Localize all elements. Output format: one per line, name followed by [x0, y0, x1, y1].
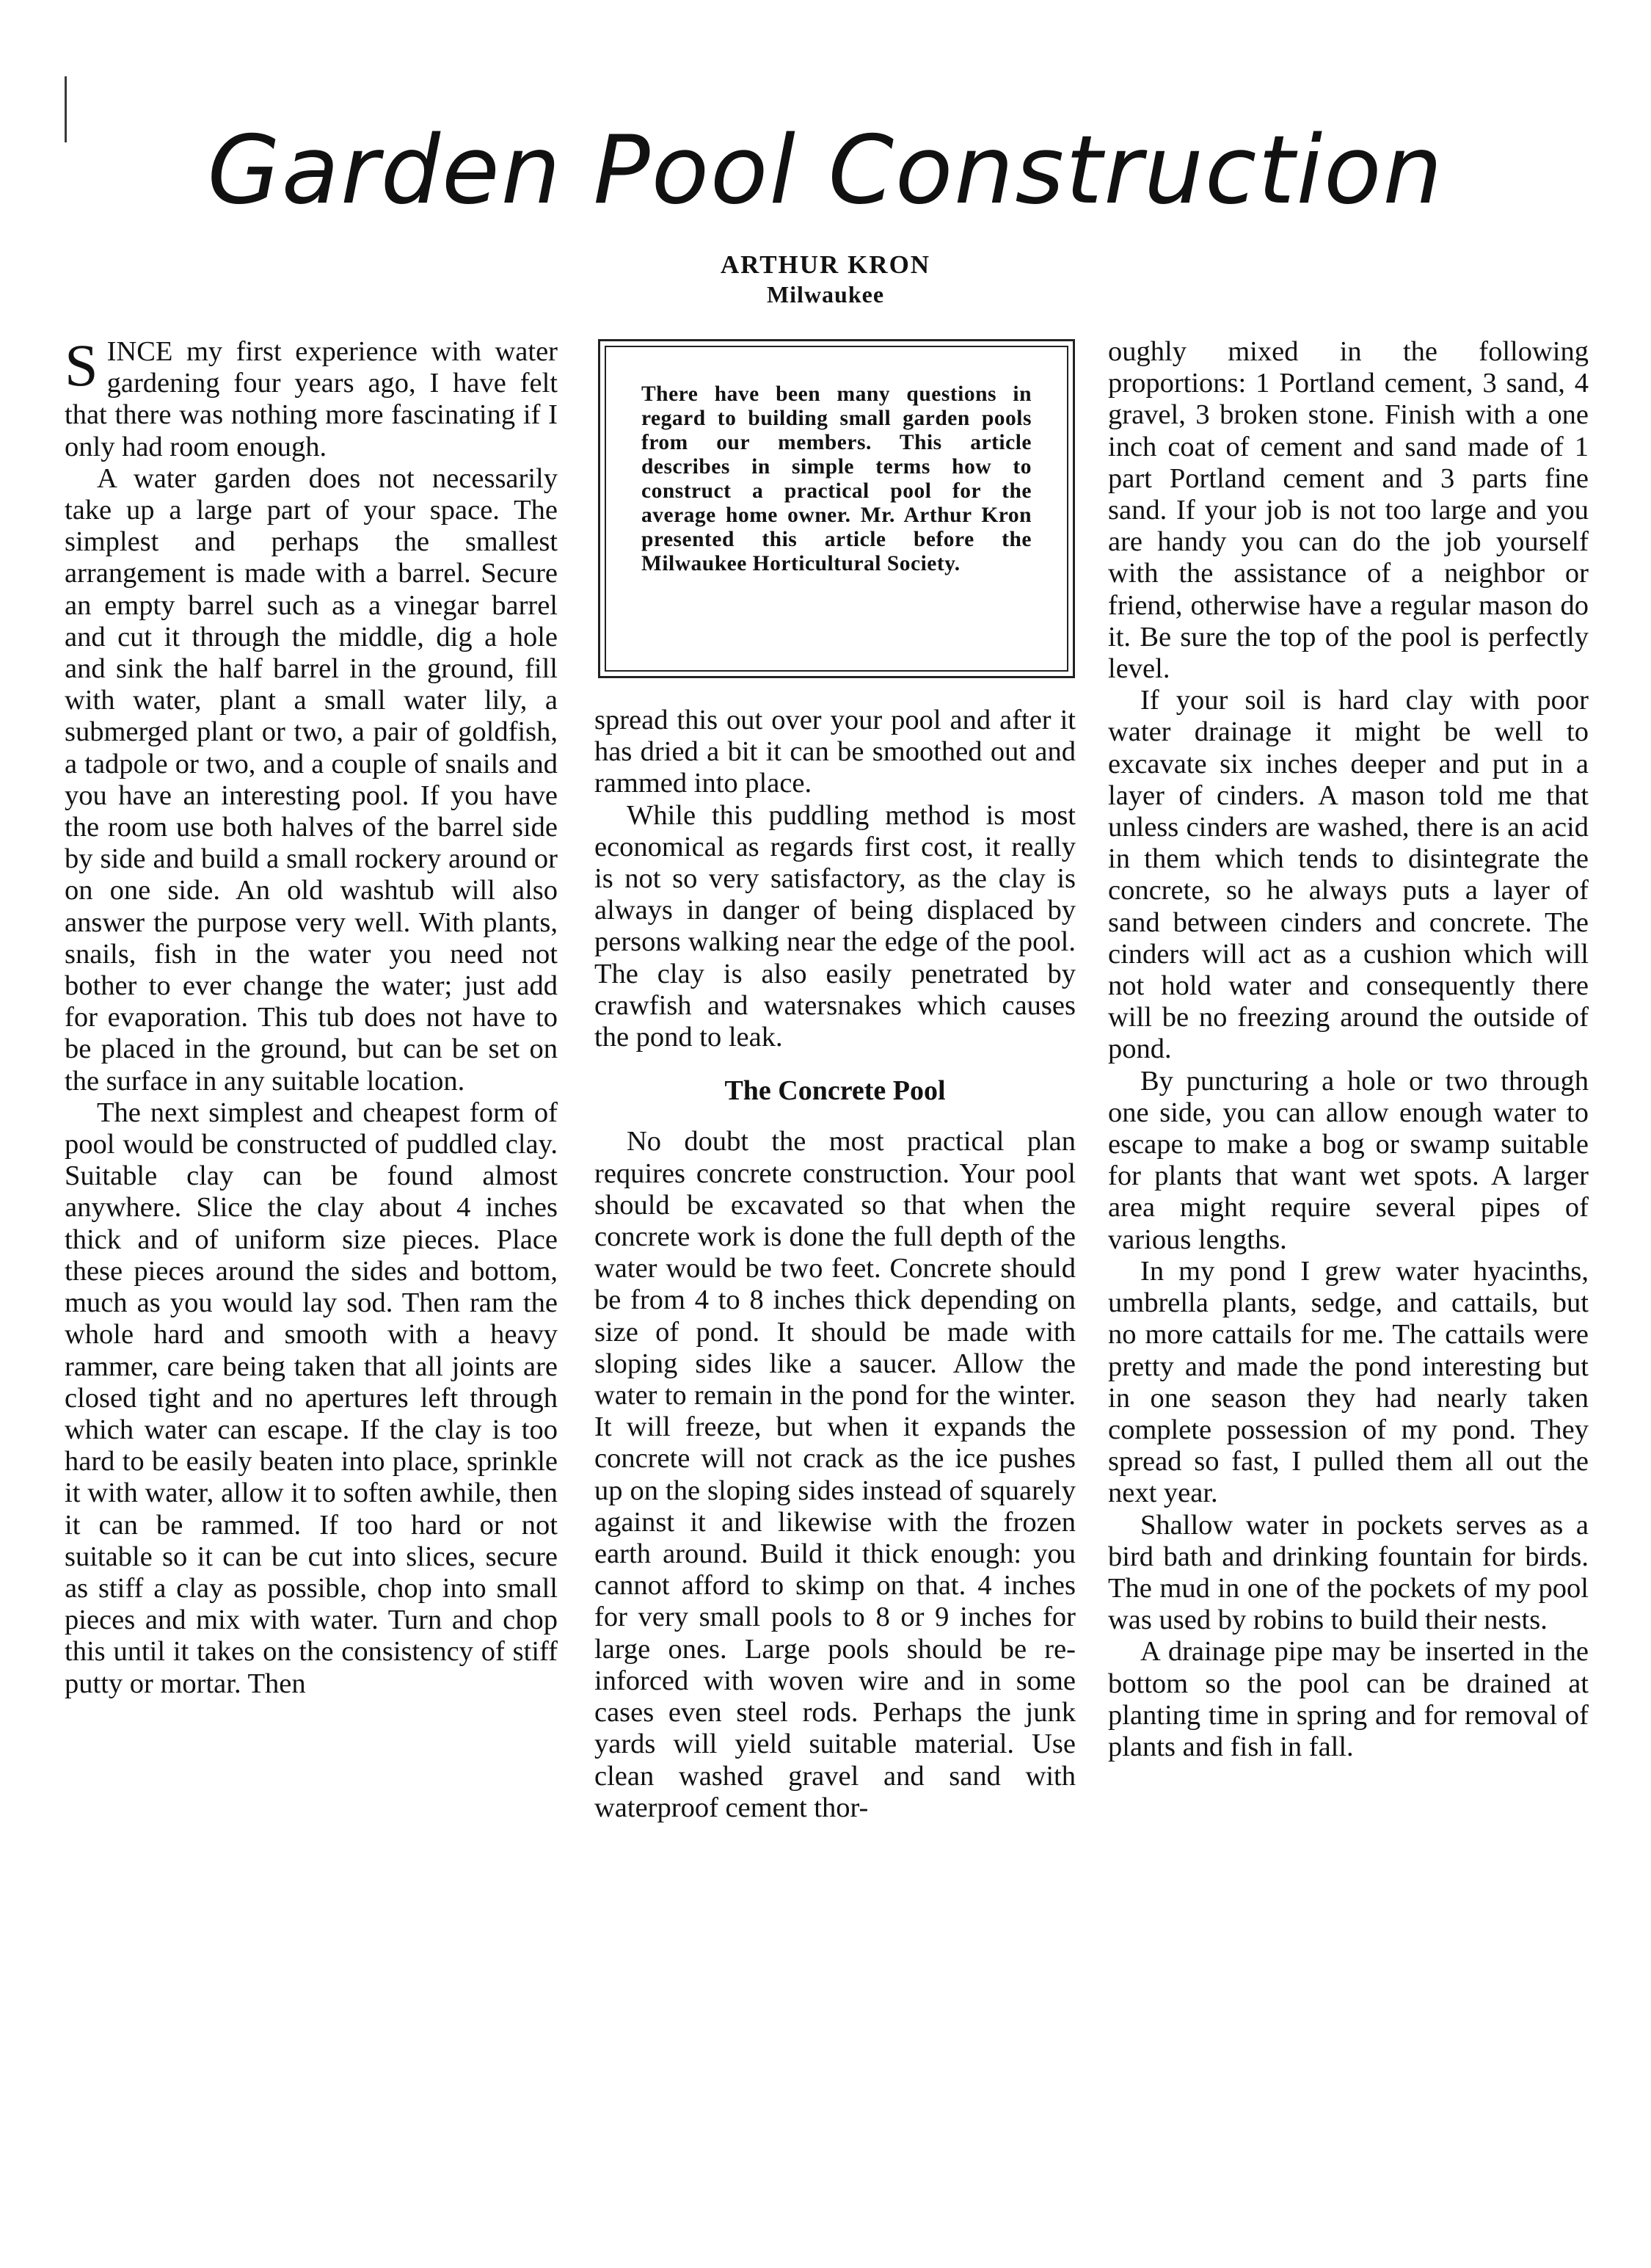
paragraph-1-text: INCE my first experience with water gardening four years ago, I have felt that there was nothing more fascinating if I only had room enough. — [65, 336, 558, 462]
paragraph-3-continued: spread this out over your pool and after it has dried a bit it can be smoothed out and rammed into place. — [594, 705, 1076, 799]
paragraph-5-continued: oughly mixed in the following proportions: 1 Portland cement, 3 sand, 4 gravel, 3 broken stone. Finish with a one inch coat of cement and sand made of 1 part Portland cement and 3 parts fine sand. If your job is not too large and you are handy you can do the job yourself with the assistance of a neighbor or friend, otherwise have a regular mason do it. Be sure the top of the pool is perfectly level. — [1108, 336, 1589, 685]
article-title: Garden Pool Construction — [207, 116, 1444, 225]
drop-cap: S — [65, 332, 98, 399]
section-heading: The Concrete Pool — [724, 1075, 946, 1107]
paragraph-3: The next simplest and cheapest form of pool would be constructed of puddled clay. Suitable clay can be found almost anywhere. Slice the clay about 4 inches thick and of uniform size pieces. Place these pieces around the sides and bottom, much as you would lay sod. Then ram the whole hard and smooth with a heavy rammer, care being taken that all joints are closed tight and no apertures left through which water can escape. If the clay is too hard to be easily beaten into place, sprinkle it with water, allow it to soften awhile, then it can be rammed. If too hard or not suitable so it can be cut into slices, secure as stiff a clay as possible, chop into small pieces and mix with water. Turn and chop this until it takes on the consistency of stiff putty or mortar. Then — [65, 1097, 558, 1699]
column-3 — [1108, 336, 1589, 1763]
author-location: Milwaukee — [766, 281, 885, 308]
paragraph-2: A water garden does not necessarily take up a large part of your space. The simplest and perhaps the smallest arrangement is made with a barrel. Secure an empty barrel such as a vinegar barrel and cut it through the middle, dig a hole and sink the half barrel in the ground, fill with water, plant a small water lily, a submerged plant or two, a pair of goldfish, a tadpole or two, and a couple of snails and you have an interesting pool. If you have the room use both halves of the barrel side by side and build a small rockery around or on one side. An old washtub will also answer the purpose very well. With plants, snails, fish in the water you need not bother to ever change the water; just add for evaporation. This tub does not have to be placed in the ground, but can be set on the surface in any suitable location. — [65, 462, 558, 1097]
paragraph-5: No doubt the most practical plan requires concrete construction. Your pool should be excavated so that when the concrete work is done the full depth of the water would be two feet. Concrete should be from 4 to 8 inches thick depending on size of pond. It should be made with sloping sides like a saucer. Allow the water to remain in the pond for the winter. It will freeze, but when it expands the concrete will not crack as the ice pushes up on the sloping sides instead of squarely against it and likewise with the frozen earth around. Build it thick enough: you cannot afford to skimp on that. 4 inches for very small pools to 8 or 9 inches for large ones. Large pools should be re-inforced with woven wire and in some cases even steel rods. Perhaps the junk yards will yield suitable material. Use clean washed gravel and sand with waterproof cement thor- — [594, 1126, 1076, 1823]
paragraph-10: A drainage pipe may be inserted in the bottom so the pool can be drained at planting time in spring and for removal of plants and fish in fall. — [1108, 1636, 1589, 1762]
author-name: ARTHUR KRON — [720, 250, 931, 279]
editor-note-box — [598, 339, 1075, 678]
byline — [0, 250, 1651, 308]
paragraph-8: In my pond I grew water hyacinths, umbrella plants, sedge, and cattails, but no more cattails for me. The cattails were pretty and made the pond interesting but in one season they had nearly taken complete possession of my pond. They spread so fast, I pulled them all out the next year. — [1108, 1255, 1589, 1509]
column-1 — [65, 332, 558, 1700]
paragraph-1 — [65, 332, 558, 463]
paragraph-4: While this puddling method is most economical as regards first cost, it really is not so very satisfactory, as the clay is always in danger of being displaced by persons walking near the edge of the pool. The clay is also easily penetrated by crawfish and watersnakes which causes the pond to leak. — [594, 799, 1076, 1053]
editor-note-text: There have been many questions in regard to building small garden pools from our members. This article describes in simple terms how to construct a practical pool for the average home owner. Mr. Arthur Kron presented this article before the Milwaukee Horticultural Society. — [605, 346, 1068, 672]
paragraph-7: By puncturing a hole or two through one side, you can allow enough water to escape to make a bog or swamp suitable for plants that want wet spots. A larger area might require several pipes of various lengths. — [1108, 1065, 1589, 1255]
paragraph-6: If your soil is hard clay with poor water drainage it might be well to excavate six inches deeper and put in a layer of cinders. A mason told me that unless cinders are washed, there is an acid in them which tends to disintegrate the concrete, so he always puts a layer of sand between cinders and concrete. The cinders will act as a cushion which will not hold water and consequently there will be no freezing around the outside of pond. — [1108, 685, 1589, 1065]
paragraph-9: Shallow water in pockets serves as a bird bath and drinking fountain for birds. The mud in one of the pockets of my pool was used by robins to build their nests. — [1108, 1509, 1589, 1636]
column-2 — [594, 705, 1076, 1824]
